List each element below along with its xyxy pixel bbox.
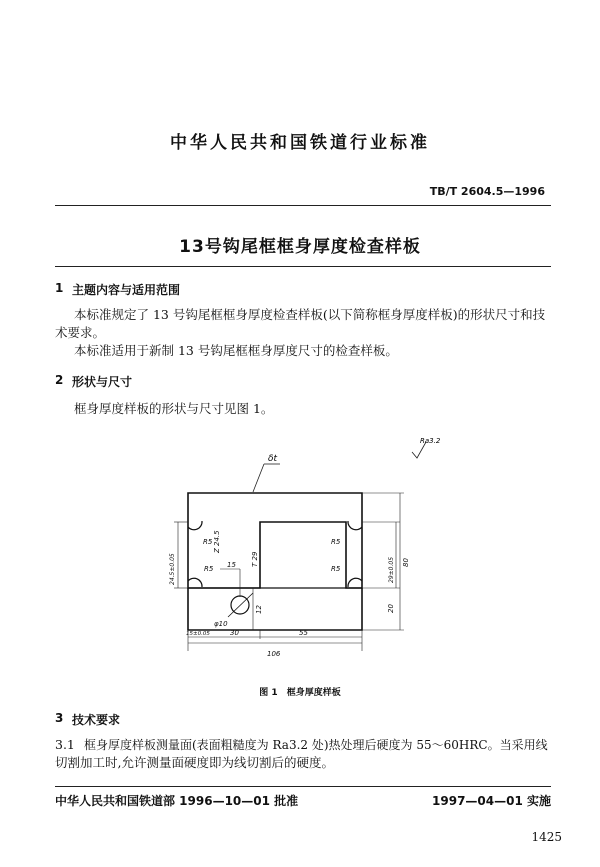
dimension-label: 15±0.05 bbox=[186, 631, 210, 637]
section-3-1-line-1: 框身厚度样板测量面(表面粗糙度为 Ra3.2 处)热处理后硬度为 55～60HRC。当采用线 bbox=[84, 738, 548, 752]
radius-label: R5 bbox=[204, 565, 214, 573]
header-rule bbox=[55, 205, 551, 206]
section-3-1-line-2: 切割加工时,允许测量面硬度即为线切割后的硬度。 bbox=[55, 755, 334, 770]
surface-roughness-label: Ra3.2 bbox=[420, 437, 441, 445]
approval-line: 中华人民共和国铁道部 1996—10—01 批准 bbox=[55, 794, 299, 808]
radius-label: R5 bbox=[331, 565, 341, 573]
relief-arc bbox=[188, 578, 202, 587]
dimension-label: 55 bbox=[299, 629, 308, 637]
section-1-para-1-line-2: 术要求。 bbox=[55, 325, 106, 340]
surface-roughness-mark bbox=[412, 437, 441, 458]
radius-label: R5 bbox=[203, 538, 213, 546]
footer-rule bbox=[55, 786, 551, 787]
dimension-label: 20 bbox=[387, 604, 395, 613]
document-title: 13号钩尾框框身厚度检查样板 bbox=[179, 237, 421, 257]
dimension-label: 30 bbox=[230, 629, 239, 637]
section-2-number: 2 bbox=[55, 373, 64, 387]
relief-arc bbox=[348, 578, 362, 587]
dimension-label: 80 bbox=[402, 558, 410, 567]
dimension-label: 29±0.05 bbox=[388, 556, 395, 583]
dimension-label: Z 24.5 bbox=[213, 530, 221, 553]
template-drawing bbox=[150, 425, 480, 670]
section-1-number: 1 bbox=[55, 281, 64, 295]
section-1-heading: 主题内容与适用范围 bbox=[72, 283, 181, 297]
dimension-label: T 29 bbox=[251, 551, 259, 567]
figure-caption: 图 1 框身厚度样板 bbox=[259, 688, 341, 698]
title-rule bbox=[55, 266, 551, 267]
dimension-label: 15 bbox=[227, 561, 236, 569]
org-title: 中华人民共和国铁道行业标准 bbox=[170, 133, 430, 153]
hole-diameter-label: φ10 bbox=[214, 620, 228, 628]
section-2-para: 框身厚度样板的形状与尺寸见图 1。 bbox=[74, 401, 274, 416]
section-3-number: 3 bbox=[55, 711, 64, 725]
dimension-label: 12 bbox=[255, 605, 263, 614]
radius-label: R5 bbox=[331, 538, 341, 546]
dimension-label: 24.5±0.05 bbox=[169, 553, 176, 585]
page-number: 1425 bbox=[531, 830, 562, 844]
effective-date: 1997—04—01 实施 bbox=[432, 794, 551, 808]
relief-arc bbox=[188, 521, 202, 530]
section-2-heading: 形状与尺寸 bbox=[72, 375, 133, 389]
dimension-label: 106 bbox=[267, 650, 281, 658]
section-3-1-number: 3.1 bbox=[55, 737, 75, 752]
section-1-para-2: 本标准适用于新制 13 号钩尾框框身厚度尺寸的检查样板。 bbox=[74, 343, 398, 358]
standard-number: TB/T 2604.5—1996 bbox=[429, 185, 545, 198]
relief-arc bbox=[348, 521, 362, 530]
section-1-para-1-line-1: 本标准规定了 13 号钩尾框框身厚度检查样板(以下简称框身厚度样板)的形状尺寸和技 bbox=[74, 307, 546, 322]
material-note: δt bbox=[268, 454, 278, 464]
section-3-heading: 技术要求 bbox=[72, 713, 121, 727]
